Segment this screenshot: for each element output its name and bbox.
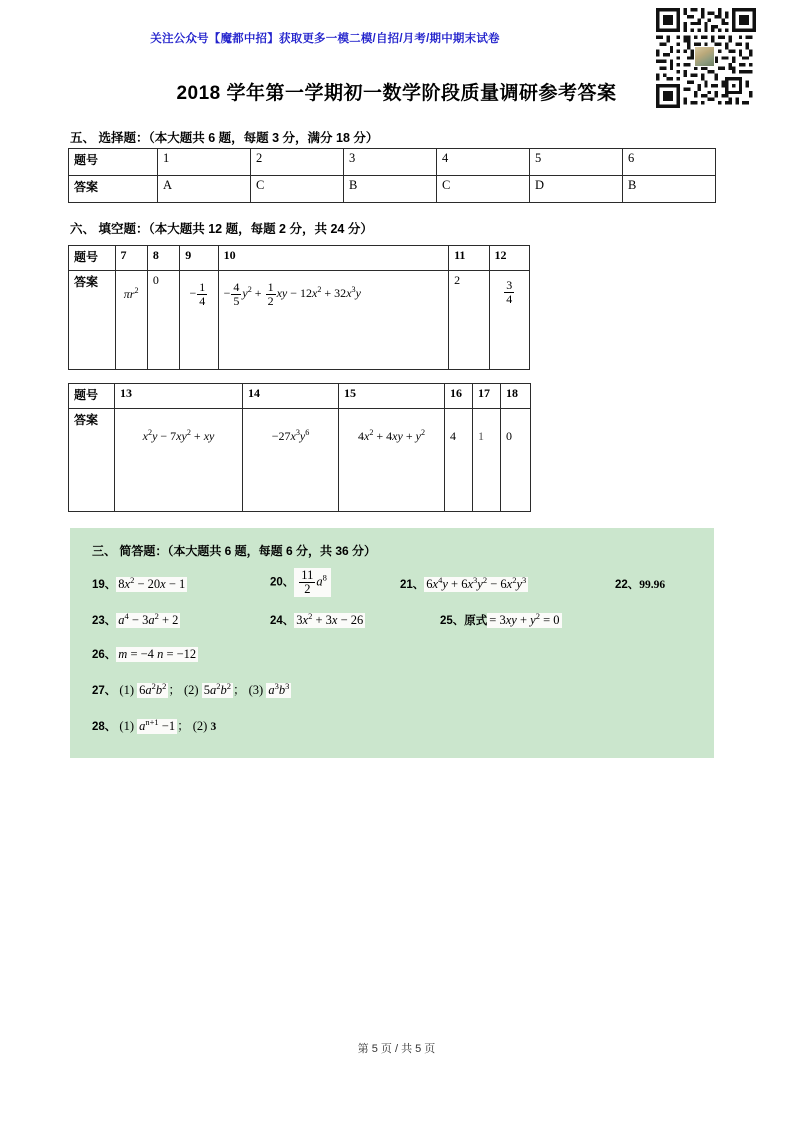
choice-answer-table — [68, 148, 716, 203]
choice-a-3: B — [344, 176, 437, 203]
answer-item-21 — [400, 576, 528, 592]
answer-index-27: 27、 — [92, 685, 117, 697]
answer-item-26 — [92, 646, 198, 662]
blank1-a-12: $\frac{3}{4}$ — [489, 271, 529, 370]
answer-item-27 — [92, 680, 291, 698]
table-row — [69, 149, 716, 176]
choice-q-4: 4 — [437, 149, 530, 176]
blank1-a-9: − $\frac{1}{4}$ — [180, 271, 218, 370]
answer-index-22: 22、 — [615, 579, 640, 591]
blank1-q-9: 9 — [180, 246, 218, 271]
blank1-a-11: 2 — [449, 271, 489, 370]
answer-index-24: 24、 — [270, 615, 295, 627]
answer-part-label-27-3: (3) — [248, 683, 264, 697]
answer-expr-19: $8x^2 - 20x - 1$ — [118, 574, 186, 591]
answer-expr-24: $3x^2 + 3x - 26$ — [296, 610, 364, 627]
blank2-q-17: 17 — [473, 384, 501, 409]
blank2-a-13: $x^2y - 7xy^2$ + xy — [115, 409, 243, 512]
choice-q-1: 1 — [158, 149, 251, 176]
answer-item-22 — [615, 576, 665, 592]
choice-a-1: A — [158, 176, 251, 203]
answer-index-23: 23、 — [92, 615, 117, 627]
blank1-q-7: 7 — [115, 246, 147, 271]
row-label-answer: 答案 — [69, 409, 115, 512]
blank2-q-15: 15 — [339, 384, 445, 409]
row-label-answer: 答案 — [69, 176, 158, 203]
answer-part-label-27-1: (1) — [119, 683, 134, 697]
answer-expr-27-3: $a^3b^3$ — [268, 680, 290, 697]
answer-expr-25: = $3xy + y^2 = 0$ — [489, 610, 560, 627]
blank2-a-17: 1 — [473, 409, 501, 512]
answer-index-19: 19、 — [92, 579, 117, 591]
answer-value-22: 99.96 — [639, 579, 666, 591]
blank2-q-14: 14 — [243, 384, 339, 409]
answer-sep-28-1: ； — [177, 719, 190, 733]
choice-q-2: 2 — [251, 149, 344, 176]
choice-q-6: 6 — [623, 149, 716, 176]
row-label-question-no: 题号 — [69, 384, 115, 409]
answer-expr-27-1: $6a^2b^2$ — [139, 680, 167, 697]
blank2-a-15: $4x^2 + 4xy + y^2$ — [339, 409, 445, 512]
choice-section-heading: 五、 选择题：（本大题共 6 题，每题 3 分，满分 18 分） — [70, 131, 379, 145]
answer-expr-26: m = −4 n = −12 — [118, 647, 197, 661]
answer-sep-27-2: ； — [232, 683, 246, 697]
page-title: 2018 学年第一学期初一数学阶段质量调研参考答案 — [176, 83, 617, 104]
blank2-a-14: $-27x^3y^6$ — [243, 409, 339, 512]
blank1-q-12: 12 — [489, 246, 529, 271]
answer-label-25: 原式 — [464, 615, 488, 627]
table-row — [69, 246, 530, 271]
row-label-question-no: 题号 — [69, 246, 116, 271]
short-answer-panel — [70, 528, 714, 758]
blank-answer-table-1 — [68, 245, 530, 370]
choice-q-3: 3 — [344, 149, 437, 176]
choice-a-6: B — [623, 176, 716, 203]
choice-a-4: C — [437, 176, 530, 203]
answer-expr-23: $a^4 - 3a^2 + 2$ — [118, 610, 179, 627]
blank-answer-table-2 — [68, 383, 531, 512]
answer-item-19 — [92, 576, 187, 592]
table-row — [69, 409, 531, 512]
answer-expr-27-2: $5a^2b^2$ — [203, 680, 231, 697]
row-label-question-no: 题号 — [69, 149, 158, 176]
row-label-answer: 答案 — [69, 271, 116, 370]
choice-a-5: D — [530, 176, 623, 203]
blank1-q-10: 10 — [218, 246, 448, 271]
blank2-q-16: 16 — [445, 384, 473, 409]
answer-expr-20: $\frac{11}{2}$ $a^8$ — [294, 568, 331, 597]
answer-index-20: 20、 — [270, 576, 295, 589]
choice-q-5: 5 — [530, 149, 623, 176]
answer-expr-28-2: 3 — [210, 721, 217, 733]
answer-sep-27-1: ； — [168, 683, 181, 697]
blank2-q-13: 13 — [115, 384, 243, 409]
table-row — [69, 176, 716, 203]
blank1-a-7: $\pi r^2$ — [115, 271, 147, 370]
answer-item-20 — [270, 568, 331, 597]
table-row — [69, 271, 530, 370]
blank-section-heading: 六、 填空题：（本大题共 12 题，每题 2 分，共 24 分） — [70, 222, 373, 236]
answer-expr-21: $6x^4y + 6x^3y^2 - 6x^2y^3$ — [426, 574, 527, 591]
answer-item-23 — [92, 612, 180, 628]
blank1-q-11: 11 — [449, 246, 489, 271]
choice-a-2: C — [251, 176, 344, 203]
table-row — [69, 384, 531, 409]
promo-banner: 关注公众号【魔都中招】获取更多一模二模/自招/月考/期中期末试卷 — [150, 33, 500, 45]
qr-center-logo — [694, 46, 715, 67]
short-section-heading: 三、 简答题：（本大题共 6 题，每题 6 分，共 36 分） — [92, 544, 377, 558]
blank1-a-10: − $\frac{4}{5}$ $y^2$ + $\frac{1}{2}$ xy − $12x^2 + 32x^3y$ — [218, 271, 448, 370]
blank1-q-8: 8 — [147, 246, 179, 271]
blank2-q-18: 18 — [501, 384, 531, 409]
blank2-a-16: 4 — [445, 409, 473, 512]
answer-item-24 — [270, 612, 365, 628]
answer-index-28: 28、 — [92, 721, 117, 733]
blank2-a-18: 0 — [501, 409, 531, 512]
answer-index-25: 25、 — [440, 615, 465, 627]
answer-item-25 — [440, 612, 562, 628]
answer-item-28 — [92, 716, 216, 734]
answer-part-label-27-2: (2) — [184, 683, 199, 697]
answer-part-label-28-2: (2) — [192, 719, 208, 733]
answer-part-label-28-1: (1) — [119, 719, 134, 733]
answer-index-26: 26、 — [92, 649, 117, 661]
answer-expr-28-1: $a^{n+1} -1$ — [139, 716, 176, 733]
blank1-a-8: 0 — [147, 271, 179, 370]
answer-index-21: 21、 — [400, 579, 425, 591]
page-footer: 第 5 页 / 共 5 页 — [357, 1043, 436, 1055]
